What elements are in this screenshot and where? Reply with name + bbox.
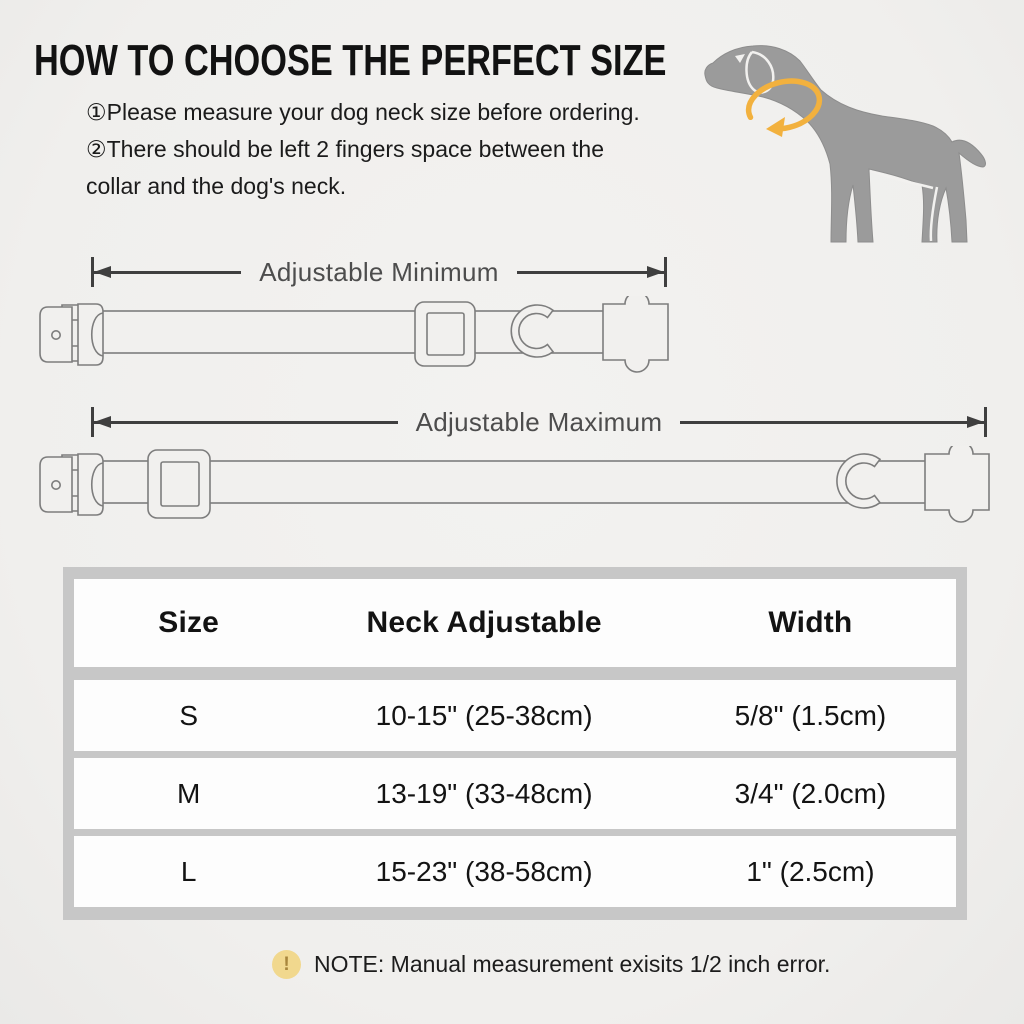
measure-arrowhead-icon <box>766 117 785 137</box>
collar-diagram-minimum <box>32 296 672 380</box>
width-value: 1" (2.5cm) <box>746 855 875 887</box>
dimension-line-left <box>94 421 398 424</box>
dimension-arrow-minimum <box>91 257 667 287</box>
table-row-large <box>74 836 956 907</box>
table-row-medium <box>74 758 956 829</box>
column-header-width: Width <box>768 606 853 639</box>
arrowhead-right-icon <box>967 416 984 428</box>
dimension-label-minimum: Adjustable Minimum <box>259 256 499 287</box>
instruction-step-1: ①Please measure your dog neck size before ordering. <box>86 99 640 125</box>
dog-illustration <box>690 25 1000 260</box>
dimension-line-right <box>517 271 664 274</box>
dimension-tick-right <box>664 257 667 287</box>
collar-diagram-maximum <box>32 446 992 530</box>
column-header-neck-adjustable: Neck Adjustable <box>366 606 602 639</box>
buckle-bracket <box>78 304 103 365</box>
width-value: 5/8" (1.5cm) <box>734 699 887 731</box>
arrowhead-left-icon <box>94 266 111 278</box>
buckle-body <box>40 457 72 512</box>
clip-end <box>925 446 989 522</box>
table-header-row <box>74 579 956 667</box>
note-text: NOTE: Manual measurement exisits 1/2 inch error. <box>314 951 831 977</box>
width-value: 3/4" (2.0cm) <box>734 777 887 809</box>
clip-end <box>603 296 668 372</box>
slider-outer <box>415 302 475 366</box>
instructions <box>86 94 646 205</box>
arrowhead-left-icon <box>94 416 111 428</box>
arrowhead-right-icon <box>647 266 664 278</box>
neck-value: 10-15" (25-38cm) <box>375 699 593 731</box>
dimension-line-left <box>94 271 241 274</box>
page-title: HOW TO CHOOSE THE PERFECT SIZE <box>34 36 667 85</box>
neck-value: 15-23" (38-58cm) <box>375 855 593 887</box>
collar-strap <box>102 461 937 503</box>
exclamation-glyph: ! <box>283 953 290 975</box>
table-row-small <box>74 680 956 751</box>
note <box>272 950 830 979</box>
neck-value: 13-19" (33-48cm) <box>375 777 593 809</box>
slider-outer <box>148 450 210 518</box>
collar-strap <box>102 311 614 353</box>
buckle-body <box>40 307 72 362</box>
size-value: M <box>176 777 201 809</box>
buckle-bracket <box>78 454 103 515</box>
size-value: S <box>179 699 198 731</box>
instruction-step-2: ②There should be left 2 fingers space between the collar and the dog's neck. <box>86 136 604 199</box>
column-header-size: Size <box>158 606 220 639</box>
exclamation-icon <box>272 950 301 979</box>
dimension-tick-right <box>984 407 987 437</box>
dimension-arrow-maximum <box>91 407 987 437</box>
dimension-line-right <box>680 421 984 424</box>
dimension-label-maximum: Adjustable Maximum <box>415 406 663 437</box>
size-table <box>63 567 967 920</box>
size-value: L <box>180 855 197 887</box>
